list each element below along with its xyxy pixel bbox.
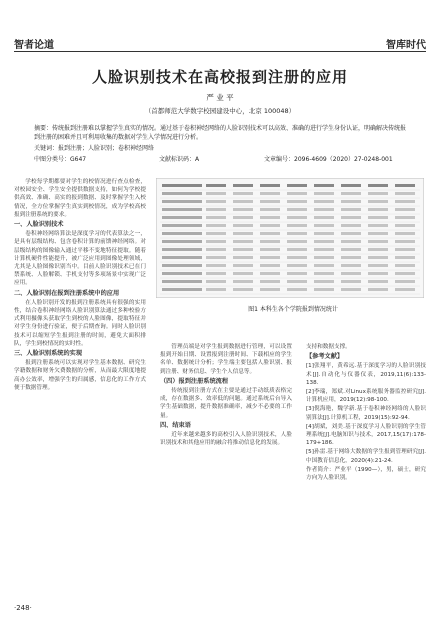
figure-table-cell [368, 264, 388, 267]
figure-table-cell [206, 288, 226, 291]
figure-table-cell [287, 280, 307, 283]
figure-table-cell [233, 184, 253, 187]
figure-table-cell [162, 216, 202, 219]
figure-table-cell [287, 200, 307, 203]
figure-table-cell [395, 248, 415, 251]
figure-table-cell [341, 224, 361, 227]
paragraph: 报到注册系统可以实现对学生基本数据、研究生学籍数据和财务欠费数据的分析，从而最大限度地提高办公效率，增强学生的归属感，信息化的工作方式便于数据管理。 [14, 360, 146, 391]
figure-table-cell [260, 184, 280, 187]
figure-table-cell [233, 264, 253, 267]
figure-table-cell [395, 224, 415, 227]
figure-table-cell [206, 184, 226, 187]
author: 严 业 平 [206, 93, 234, 102]
header-right: 智库时代 [386, 40, 426, 51]
figure-table-cell [260, 280, 280, 283]
figure-table-cell [341, 216, 361, 219]
paragraph: 学校每学期都要对学生的校情况进行查点检查，对校园安全、学生安全提供数据支持，如何为学校提供高效、准确、高实的报到数据、及时掌握学生入校情况，全方位掌握学生真实到校情况，成为学校高校报到注册系统的要求。 [14, 179, 146, 218]
figure-table-cell [395, 216, 415, 219]
figure-table-cell [368, 216, 388, 219]
figure-table-cell [260, 256, 280, 259]
figure-table-cell [368, 224, 388, 227]
figure-table-cell [314, 224, 334, 227]
figure-table-cell [233, 216, 253, 219]
section-heading: （四）报到注册系统流程 [160, 377, 229, 385]
figure-table-cell [314, 240, 334, 243]
figure-table-cell [206, 264, 226, 267]
figure-caption: 图1 本科生各个学院报到情况统计 [248, 306, 338, 313]
paragraph: 近年来越来越多的高校引入人脸识别技术，人脸识别技术和其他应用的融合将推动信息化的发展。 [160, 432, 292, 447]
figure-table-cell [341, 192, 361, 195]
figure-table-cell [233, 208, 253, 211]
figure-table-cell [260, 272, 280, 275]
figure-table-cell [260, 248, 280, 251]
body-column-3 [306, 343, 426, 483]
page-number: ·248· [14, 604, 32, 612]
figure-table-cell [368, 200, 388, 203]
figure-table-cell [368, 248, 388, 251]
figure-table-cell [395, 288, 415, 291]
figure-table-cell [260, 208, 280, 211]
figure-table-cell [233, 200, 253, 203]
body-column-2 [160, 343, 292, 448]
figure-table-cell [368, 256, 388, 259]
figure-table-cell [395, 200, 415, 203]
figure-table-cell [341, 200, 361, 203]
figure-table-cell [260, 216, 280, 219]
paragraph: 在人脸识别开发的报到注册系统具有很强的实用性，结合卷积神经网络人脸识别算法通过多种校验方式利用摄像头获取学生到校的人脸图像，提取特征并对学生身份进行验证，便于后期查询。同时人脸识别技术可以缩短学生报到注册的时间，避免大面积排队，学生到校情况的实时性。 [14, 299, 146, 347]
figure-table-cell [314, 208, 334, 211]
reference-item: [5]孙雷.基于网络大数据的学生报到管理研究[J].中国教育信息化，2020(4):21-24. [306, 449, 426, 464]
abstract: 摘要：传统报到注册难以掌握学生真实的情况。通过基于卷积神经网络的人脸识别技术可以高效、准确的进行学生身份认证，明确解决传统报到注册的困难并且可利用收集的数据对学生入学情况进行分析。 [34, 125, 407, 141]
figure-table-cell [162, 248, 202, 251]
figure-table-cell [395, 192, 415, 195]
figure-table-cell [233, 288, 253, 291]
figure-table-cell [395, 256, 415, 259]
section-heading: 二、人脸识别在报到注册系统中的应用 [14, 289, 120, 297]
running-header [14, 36, 426, 50]
figure-table-cell [260, 200, 280, 203]
figure-table-cell [287, 256, 307, 259]
figure-table-cell [368, 280, 388, 283]
figure-table-cell [162, 184, 202, 187]
figure-table-cell [287, 208, 307, 211]
figure-table-cell [395, 232, 415, 235]
clc-number: 中图分类号：G647 [34, 156, 87, 163]
figure-table-cell [162, 256, 202, 259]
reference-item: [2]李瑞，郑斌.对Linux系统服务器监控研究[J].计算机应用，2019(12):98-100. [306, 389, 426, 404]
figure-table-cell [162, 224, 202, 227]
figure-table-cell [314, 216, 334, 219]
article-title: 人脸识别技术在高校报到注册的应用 [91, 68, 348, 86]
figure-table-cell [314, 272, 334, 275]
figure-table-cell [368, 184, 388, 187]
figure-table-cell [162, 208, 202, 211]
reference-item: [3]倪海艳，魏学新.基于卷积神经网络的人脸识别算法[J].计算机工程，2019(15):92-94. [306, 406, 426, 421]
section-heading: 四、结束语 [160, 421, 191, 429]
figure-table-cell [368, 192, 388, 195]
figure-table-cell [287, 224, 307, 227]
affiliation: （首都师范大学数字校园建设中心，北京 100048） [144, 107, 296, 115]
figure-table-cell [260, 264, 280, 267]
reference-item: [4]胡斌，刘美.基于深度学习人脸识别的学生管理系统[J].电脑知识与技术，2017,15(17):178-179+186. [306, 423, 426, 447]
figure-table-cell [287, 264, 307, 267]
figure-table-cell [314, 232, 334, 235]
figure-table-cell [233, 232, 253, 235]
figure-table-cell [162, 288, 202, 291]
figure-table-cell [233, 248, 253, 251]
figure-table-cell [162, 280, 202, 283]
figure-table-cell [233, 192, 253, 195]
figure-table-cell [233, 224, 253, 227]
figure-table-cell [341, 288, 361, 291]
figure-table-cell [341, 232, 361, 235]
figure-table-cell [287, 184, 307, 187]
figure-table-cell [206, 192, 226, 195]
reference-item: [1]张翔平，黄希远.基于深度学习的人脸识别技术[J].自动化与仪器仪表，2019,11(6):133-138. [306, 363, 426, 386]
figure-table-cell [260, 240, 280, 243]
figure-table-cell [206, 280, 226, 283]
section-heading: 三、人脸识别系统的实现 [14, 350, 83, 358]
figure-table-cell [314, 256, 334, 259]
figure-table-cell [206, 232, 226, 235]
reference-item: 作者简介：严业平（1990—），男，硕士，研究方向为人脸识别。 [306, 466, 426, 482]
article-meta [34, 154, 406, 163]
figure-table-cell [206, 224, 226, 227]
figure-table-cell [341, 280, 361, 283]
figure-table-cell [206, 200, 226, 203]
figure-table-cell [314, 184, 334, 187]
figure-table-cell [395, 264, 415, 267]
figure-table-cell [314, 280, 334, 283]
figure-table-cell [162, 272, 202, 275]
figure-image [156, 178, 424, 298]
figure-table-cell [368, 288, 388, 291]
figure-table-cell [233, 272, 253, 275]
article-number: 文章编号：2096-4609（2020）27-0248-001 [264, 156, 393, 163]
keywords: 关键词：报到注册；人脸识别；卷积神经网络 [34, 145, 155, 152]
figure-table-cell [368, 208, 388, 211]
figure-table-cell [341, 184, 361, 187]
figure-table-cell [233, 240, 253, 243]
figure-table-cell [206, 216, 226, 219]
figure-table-cell [341, 256, 361, 259]
figure-table-cell [287, 192, 307, 195]
figure-table-cell [395, 280, 415, 283]
paragraph: 支持和数据支撑。 [306, 344, 351, 350]
paragraph: 管理员端是对学生报到数据进行管理，可以设置报到开始日期、设置报到注册时间、下载相应的学生名单、数据统计分析；学生端主要包括人脸识别、报到注册、财务信息、学生个人信息等。 [160, 344, 292, 375]
figure-table-cell [287, 272, 307, 275]
figure-table-cell [314, 264, 334, 267]
figure-table-cell [162, 240, 202, 243]
figure-table-cell [341, 248, 361, 251]
figure-table-cell [260, 288, 280, 291]
figure-table-cell [395, 240, 415, 243]
body-column-1 [14, 178, 146, 393]
figure-table-cell [287, 216, 307, 219]
figure-table-cell [341, 208, 361, 211]
figure-table-cell [260, 224, 280, 227]
figure-table-cell [314, 192, 334, 195]
figure-table-cell [206, 256, 226, 259]
section-heading: 一、人脸识别技术 [14, 221, 64, 229]
figure-table-cell [341, 272, 361, 275]
figure-table-cell [162, 200, 202, 203]
figure-table-cell [260, 192, 280, 195]
figure-table-cell [368, 272, 388, 275]
figure-table-cell [287, 232, 307, 235]
figure-table-cell [233, 256, 253, 259]
figure-table-cell [341, 264, 361, 267]
header-left: 智者论道 [14, 40, 54, 51]
figure-table-cell [341, 240, 361, 243]
figure-table-cell [162, 192, 202, 195]
figure-table-cell [206, 248, 226, 251]
figure-table-cell [287, 288, 307, 291]
paragraph: 传统报到注册方式在主要是通过手动纸质表格完成，存在数据多、效率低的问题。通过系统后台导入学生基础数据，提升数据准确率，减少不必要的工作量。 [160, 388, 292, 419]
figure-table-cell [395, 208, 415, 211]
doc-code: 文献标识码：A [159, 156, 200, 163]
figure-table-cell [233, 280, 253, 283]
figure-table-cell [314, 288, 334, 291]
figure-table-cell [206, 240, 226, 243]
figure-table-cell [314, 200, 334, 203]
figure-table-cell [162, 232, 202, 235]
figure-table-cell [206, 208, 226, 211]
figure-table-cell [368, 232, 388, 235]
figure-table [156, 178, 424, 298]
figure-table-cell [287, 240, 307, 243]
section-heading: 【参考文献】 [306, 353, 344, 361]
figure-table-cell [287, 248, 307, 251]
figure-table-cell [162, 264, 202, 267]
figure-table-cell [395, 272, 415, 275]
figure-table-cell [314, 248, 334, 251]
paragraph: 卷积神经网络算法是深度学习的代表算法之一，是具有层级结构、包含卷积计算的前馈神经网络。对层级结构的图像输入通过平移不变地特征提取。随着计算机硬件性能提升，被广泛应用到图像处理领域，尤其是人脸图像识别当中。目前人脸识别技术已在门禁系统、人脸解锁、手机支付等多项场景中实现广泛应用。 [14, 231, 146, 287]
figure-table-cell [395, 184, 415, 187]
figure-table-cell [206, 272, 226, 275]
figure-table-cell [260, 232, 280, 235]
figure-table-cell [368, 240, 388, 243]
header-rule [14, 51, 426, 52]
